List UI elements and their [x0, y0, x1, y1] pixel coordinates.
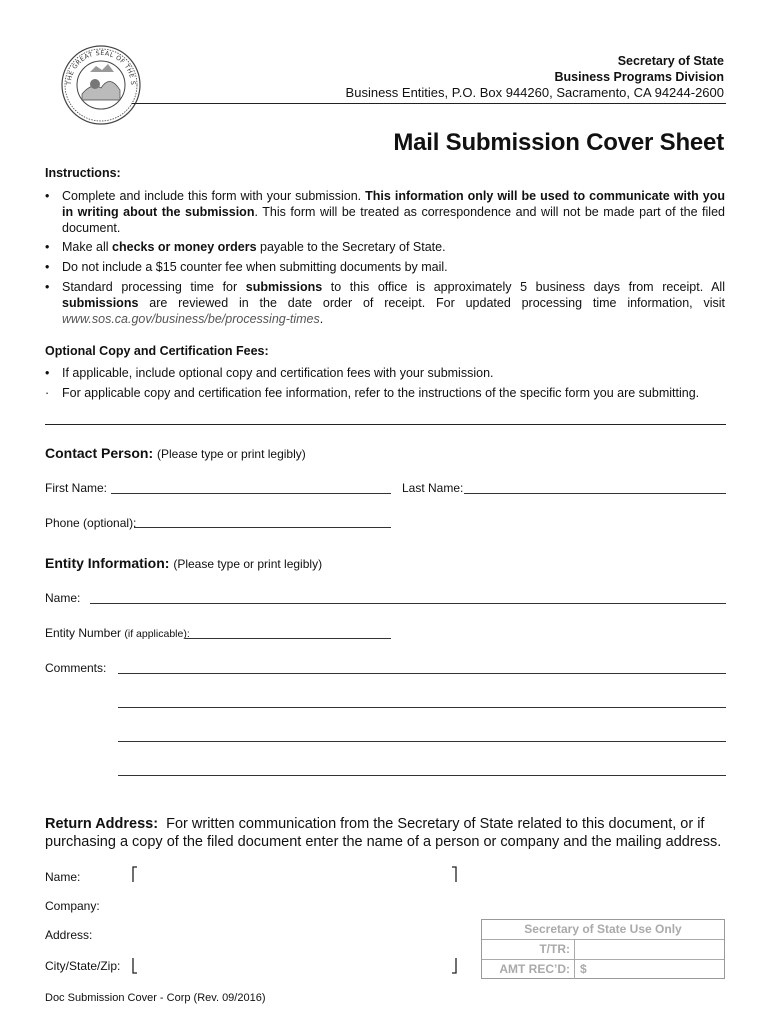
- division-name: Business Programs Division: [554, 70, 724, 84]
- office-use-title: Secretary of State Use Only: [482, 920, 724, 940]
- comments-line-4[interactable]: [118, 775, 726, 776]
- return-address-label: Address:: [45, 928, 93, 942]
- list-item: • Make all checks or money orders payable to the Secretary of State.: [45, 240, 446, 254]
- page-title: Mail Submission Cover Sheet: [393, 129, 724, 156]
- list-item: • Standard processing time for submissions to this office is approximately 5 business days from receipt. All submissions are reviewed in the date order of receipt. For updated processing time information, visit www.sos.ca.gov/business/be/processing-times.: [45, 280, 725, 326]
- last-name-label: Last Name:: [402, 481, 464, 495]
- svg-text:THE GREAT SEAL OF THE STATE OF: THE GREAT SEAL OF THE S: [65, 49, 137, 86]
- list-item: • Complete and include this form with your submission. This information only will be used to communicate with you in writing about the submission. This form will be treated as correspondence and will not be made part of the filed document.: [45, 189, 726, 235]
- return-city-state-zip-label: City/State/Zip:: [45, 959, 121, 973]
- amount-received-label: AMT REC’D:: [482, 960, 575, 979]
- entity-number-label: Entity Number (if applicable):: [45, 626, 190, 640]
- first-name-field[interactable]: [111, 493, 391, 494]
- first-name-label: First Name:: [45, 481, 108, 495]
- processing-times-link[interactable]: www.sos.ca.gov/business/be/processing-times: [62, 312, 320, 326]
- contact-person-heading: Contact Person: (Please type or print legibly): [45, 445, 306, 461]
- list-item: · For applicable copy and certification fee information, refer to the instructions of the specific form you are submitting.: [45, 386, 700, 400]
- phone-label: Phone (optional):: [45, 516, 137, 530]
- last-name-field[interactable]: [464, 493, 726, 494]
- comments-line-3[interactable]: [118, 741, 726, 742]
- agency-address: Business Entities, P.O. Box 944260, Sacramento, CA 94244-2600: [345, 85, 724, 100]
- list-item: • If applicable, include optional copy and certification fees with your submission.: [45, 366, 494, 380]
- instructions-heading: Instructions:: [45, 166, 121, 180]
- return-address-window[interactable]: [130, 866, 460, 976]
- comments-line-2[interactable]: [118, 707, 726, 708]
- agency-name: Secretary of State: [617, 54, 724, 68]
- header-divider: [132, 103, 726, 104]
- california-state-seal: [60, 44, 142, 126]
- amount-received-field: $: [580, 962, 587, 976]
- entity-number-field[interactable]: [185, 638, 391, 639]
- optional-fees-heading: Optional Copy and Certification Fees:: [45, 344, 269, 358]
- comments-line-1[interactable]: [118, 673, 726, 674]
- section-divider: [45, 424, 726, 425]
- entity-name-field[interactable]: [90, 603, 726, 604]
- entity-name-label: Name:: [45, 591, 81, 605]
- return-address-instructions: Return Address: For written communication from the Secretary of State related to this document, or if purchasing a copy of the filed document enter the name of a person or company and the mailing address.: [45, 816, 722, 850]
- ttr-label: T/TR:: [482, 940, 575, 959]
- return-company-label: Company:: [45, 899, 100, 913]
- instructions-list: [45, 188, 725, 327]
- office-use-box: [481, 919, 725, 979]
- comments-label: Comments:: [45, 661, 107, 675]
- entity-information-heading: Entity Information: (Please type or print legibly): [45, 555, 323, 571]
- phone-field[interactable]: [134, 527, 391, 528]
- return-name-label: Name:: [45, 870, 81, 884]
- ttr-field: [575, 940, 724, 959]
- form-footer: Doc Submission Cover - Corp (Rev. 09/2016): [45, 992, 266, 1004]
- list-item: • Do not include a $15 counter fee when submitting documents by mail.: [45, 260, 448, 274]
- optional-fees-list: [45, 365, 725, 401]
